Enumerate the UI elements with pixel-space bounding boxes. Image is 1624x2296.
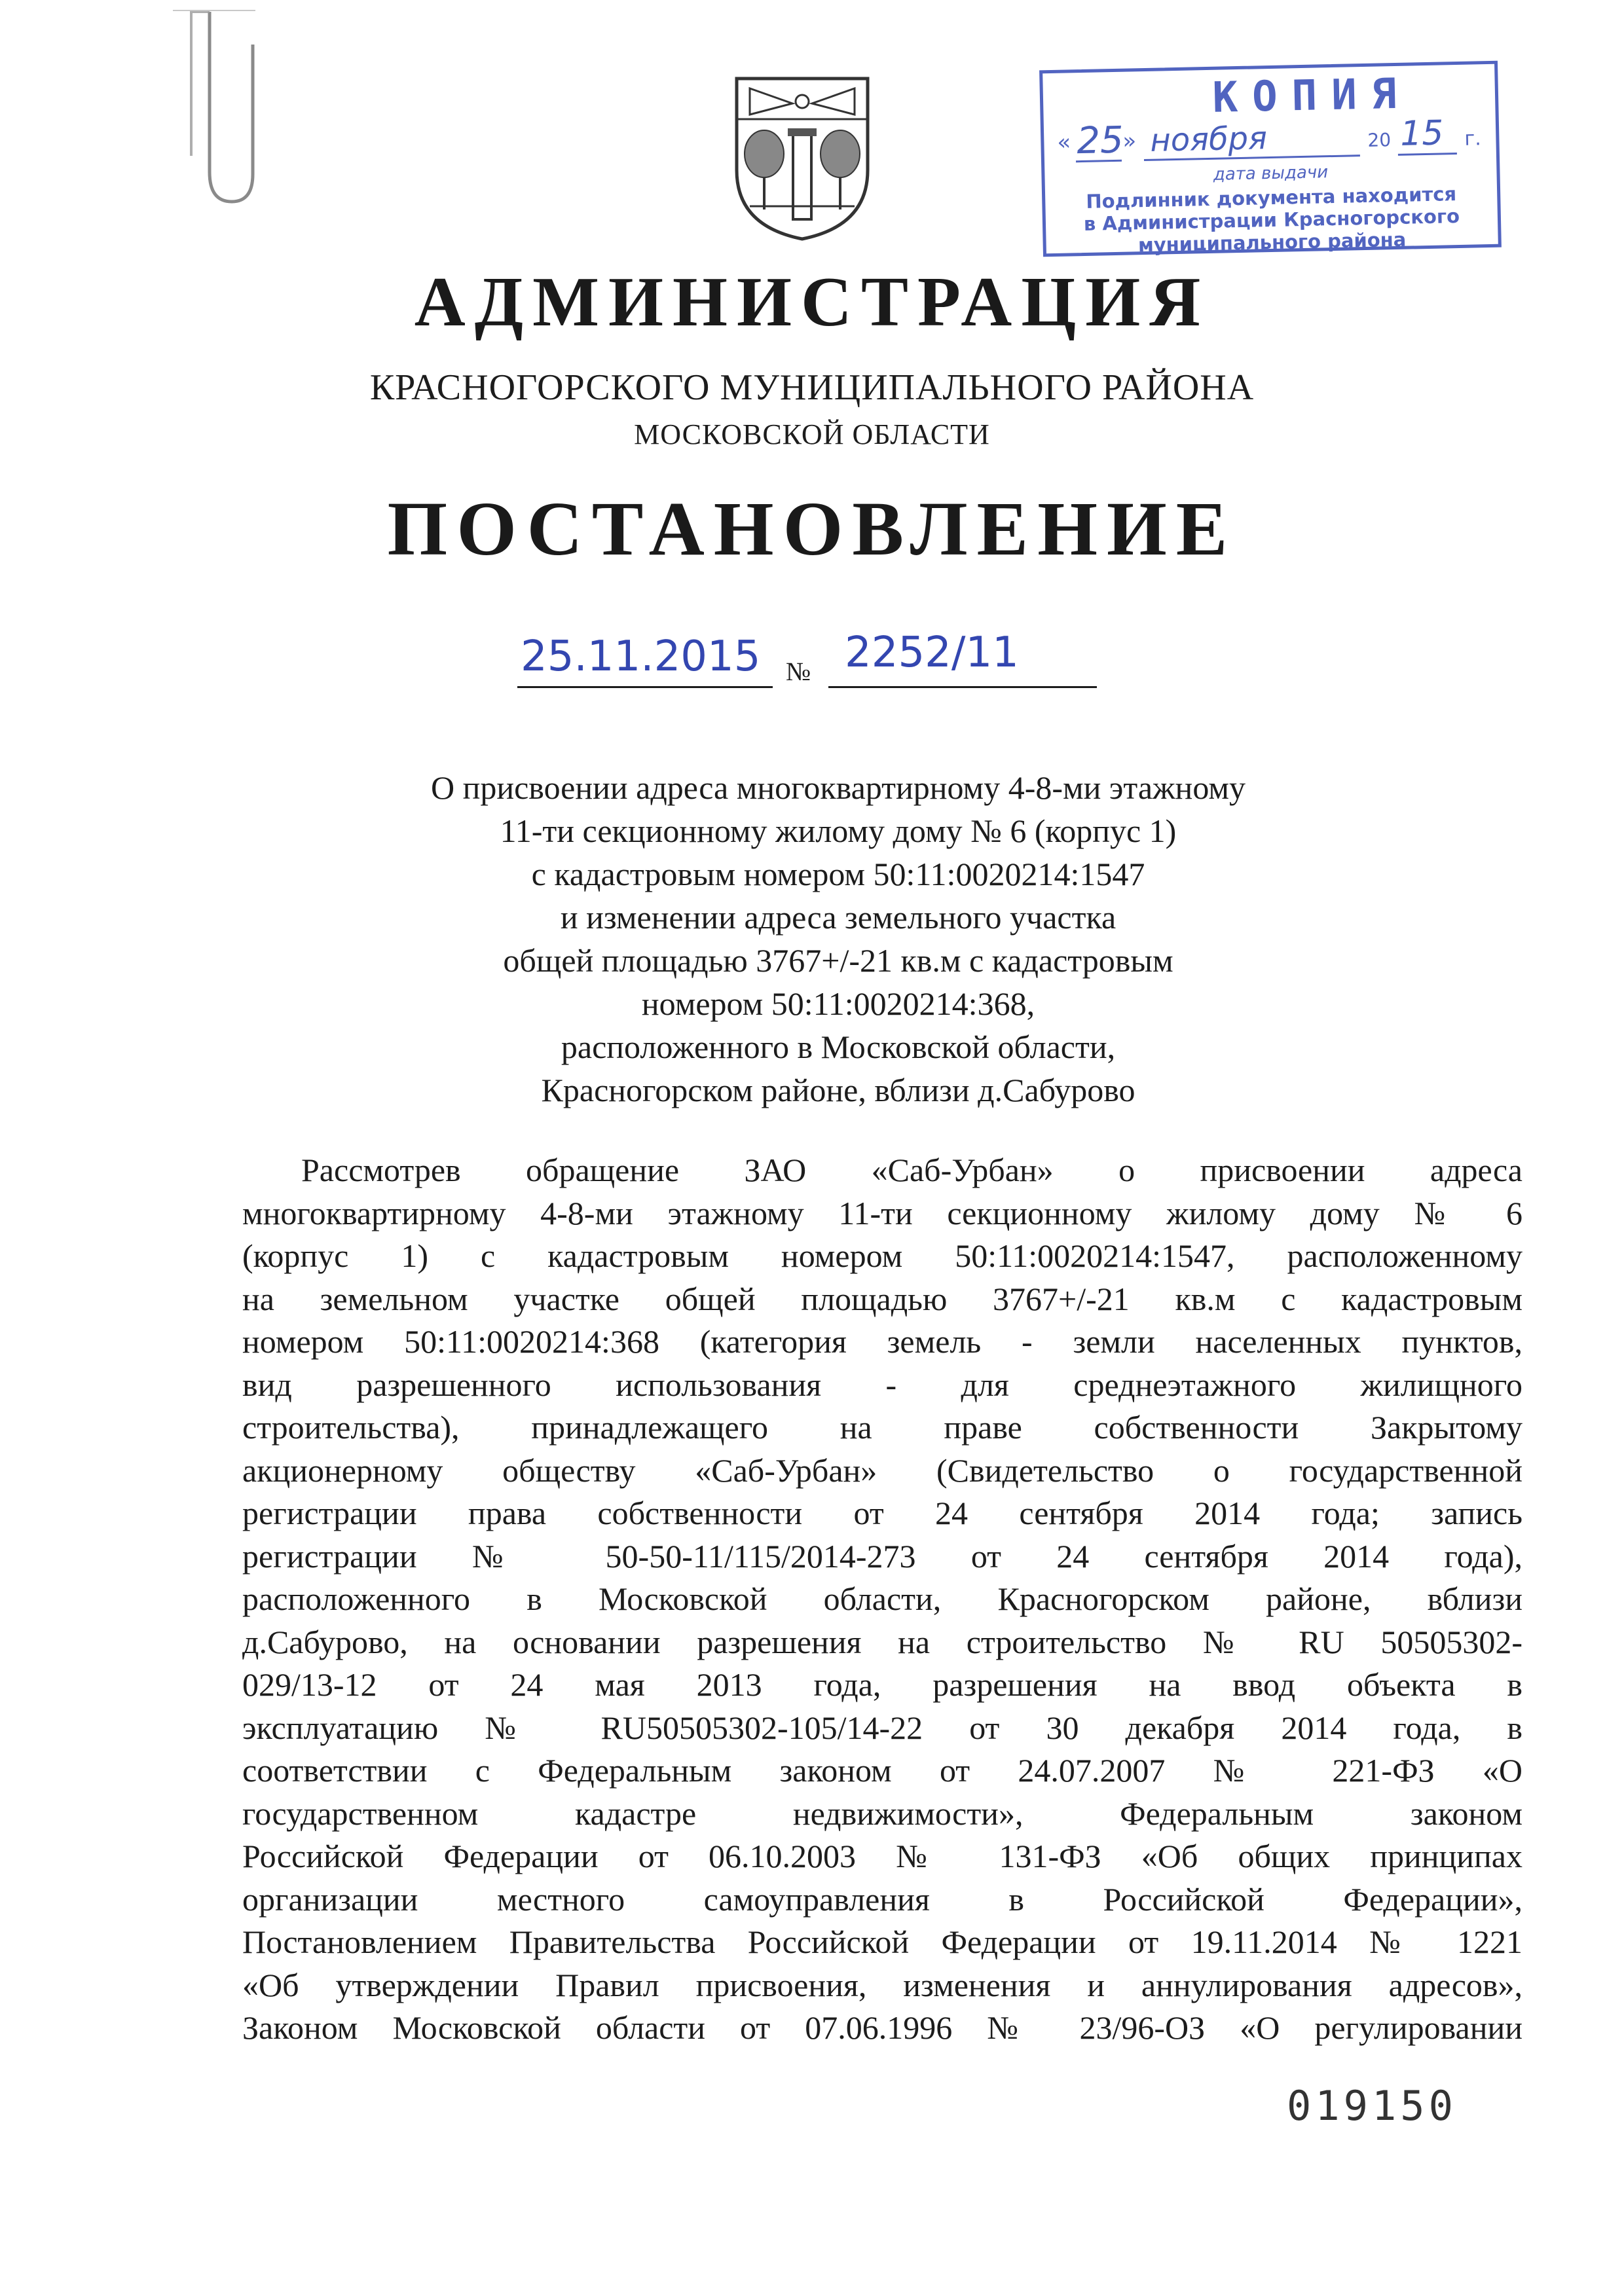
body-line: Постановлением Правительства Российской Федерации от 19.11.2014 № 1221 [242, 1923, 1522, 1960]
subject-line: общей площадью 3767+/-21 кв.м с кадастровым [503, 942, 1173, 979]
body-line: эксплуатацию № RU50505302-105/14-22 от 30 декабря 2014 года, в [242, 1709, 1522, 1746]
body-line: на земельном участке общей площадью 3767+/-21 кв.м с кадастровым [242, 1280, 1522, 1317]
subject-line: с кадастровым номером 50:11:0020214:1547 [531, 856, 1145, 892]
body-line: д.Сабурово, на основании разрешения на строительство № RU 50505302- [242, 1623, 1522, 1660]
body-line: Рассмотрев обращение ЗАО «Саб-Урбан» о присвоении адреса [301, 1152, 1522, 1188]
body-line: государственном кадастре недвижимости», Федеральным законом [242, 1795, 1522, 1832]
decree-number: 2252/11 [845, 629, 1019, 677]
document-type-title: ПОСТАНОВЛЕНИЕ [387, 486, 1237, 572]
subject-line: 11-ти секционному жилому дому № 6 (корпус 1) [500, 812, 1177, 849]
district-subtitle: КРАСНОГОРСКОГО МУНИЦИПАЛЬНОГО РАЙОНА [369, 367, 1255, 408]
stamp-issue-label: дата выдачи [1213, 162, 1329, 185]
stamp-month: ноября [1149, 120, 1268, 159]
body-line: многоквартирному 4-8-ми этажному 11-ти секционному жилому дому № 6 [242, 1194, 1522, 1231]
body-line: номером 50:11:0020214:368 (категория земель - земли населенных пунктов, [242, 1323, 1522, 1360]
serial-number: 019150 [1287, 2082, 1457, 2130]
decree-body [242, 1149, 1522, 2050]
body-line: строительства), принадлежащего на праве собственности Закрытому [242, 1409, 1522, 1446]
body-line: соответствии с Федеральным законом от 24.07.2007 № 221-ФЗ «О [242, 1752, 1522, 1789]
administration-title: АДМИНИСТРАЦИЯ [414, 263, 1210, 341]
stamp-title: КОПИЯ [1211, 69, 1412, 122]
stamp-year: 15 [1399, 113, 1445, 154]
decree-date: 25.11.2015 [521, 632, 761, 681]
body-line: расположенного в Московской области, Красногорском районе, вблизи [242, 1580, 1522, 1617]
body-line: акционерному обществу «Саб-Урбан» (Свидетельство о государственной [242, 1451, 1522, 1489]
region-subtitle: МОСКОВСКОЙ ОБЛАСТИ [634, 418, 990, 450]
body-line: «Об утверждении Правил присвоения, изменения и аннулирования адресов», [242, 1966, 1522, 2003]
stamp-year-suffix: г. [1464, 127, 1482, 151]
body-line: (корпус 1) с кадастровым номером 50:11:0020214:1547, расположенному [242, 1237, 1522, 1274]
stamp-date-row: « 25 » ноября 20 15 г. [1056, 113, 1482, 163]
body-line: регистрации права собственности от 24 сентября 2014 года; запись [242, 1495, 1522, 1531]
subject-line: Красногорском районе, вблизи д.Сабурово [541, 1072, 1135, 1108]
body-line: вид разрешенного использования - для среднеэтажного жилищного [242, 1366, 1522, 1403]
body-line: организации местного самоуправления в Российской Федерации», [242, 1880, 1522, 1918]
number-sign: № [786, 657, 811, 686]
body-line: 029/13-12 от 24 мая 2013 года, разрешения на ввод объекта в [242, 1666, 1522, 1703]
body-line: регистрации № 50-50-11/115/2014-273 от 24 сентября 2014 года), [242, 1537, 1522, 1575]
decree-subject [367, 766, 1310, 1112]
coat-of-arms-icon [730, 72, 874, 242]
body-line: Российской Федерации от 06.10.2003 № 131-ФЗ «Об общих принципах [242, 1838, 1522, 1874]
stamp-note: Подлинник документа находится в Администрации Красногорского муниципального района [1083, 183, 1460, 257]
subject-line: О присвоении адреса многоквартирному 4-8-ми этажному [430, 769, 1246, 806]
decree-date-number [0, 629, 1624, 694]
subject-line: и изменении адреса земельного участка [560, 899, 1116, 936]
stamp-day: 25 [1076, 118, 1124, 163]
paper-clip-icon [172, 5, 257, 208]
subject-line: номером 50:11:0020214:368, [641, 985, 1035, 1022]
subject-line: расположенного в Московской области, [561, 1029, 1116, 1065]
body-line: Законом Московской области от 07.06.1996 № 23/96-ОЗ «О регулировании [242, 2009, 1522, 2046]
stamp-year-prefix: 20 [1367, 129, 1392, 151]
copy-stamp [1039, 61, 1502, 257]
